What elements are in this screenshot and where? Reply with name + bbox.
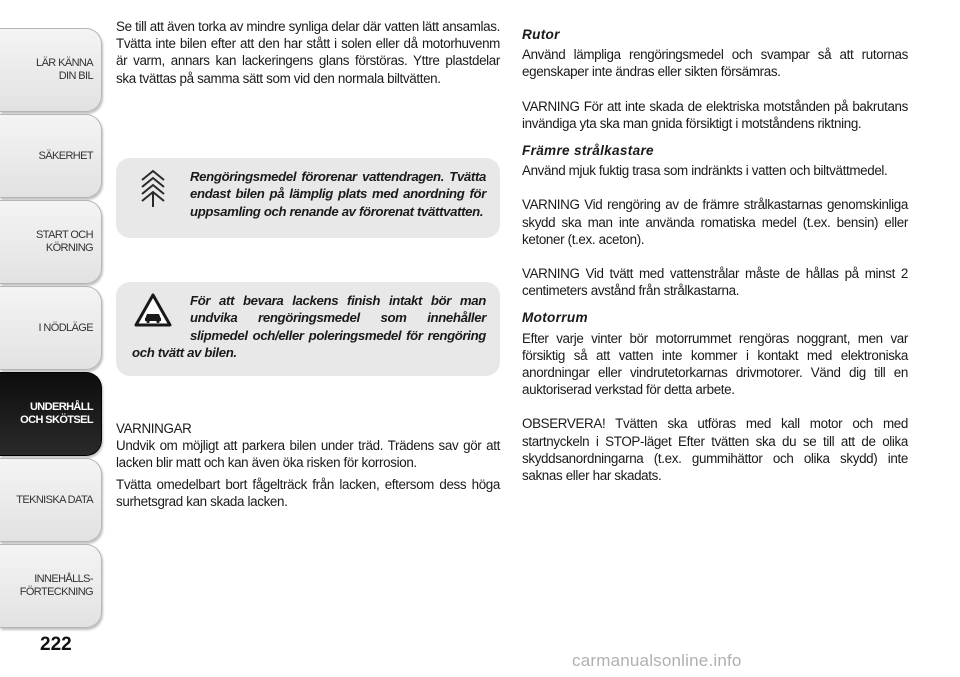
warnings-section [116,420,500,510]
warning-note-text: För att bevara lackens finish intakt bör man undvika rengöringsmedel som innehåller slipmedel och/eller poleringsmedel för rengöring och tvätt av bilen. [132,293,486,361]
tab-sakerhet[interactable]: SÄKERHET [0,114,102,198]
warnings-heading: VARNINGAR [116,421,192,436]
tab-tekniska-data[interactable]: TEKNISKA DATA [0,458,102,542]
motorrum-paragraph-2: OBSERVERA! Tvätten ska utföras med kall motor och med startnyckeln i STOP-läget Efter tvätten ska du se till att de olika skyddsanordningarna (t.ex. gummihättor och olika skydd) inte saknas eller har skadats. [522,416,908,484]
warnings-paragraph-2: Tvätta omedelbart bort fågelträck från lacken, eftersom dess höga surhetsgrad kan skada lacken. [116,476,500,509]
rutor-heading: Rutor [522,27,560,42]
motorrum-paragraph-1: Efter varje vinter bör motorrummet rengöras noggrant, men var försiktig så att vatten inte kommer i kontakt med elektroniska anordningar eller vindrutetorkarnas drivmotorer. Vänd dig till en auktoriserad verkstad för detta arbete. [522,330,908,398]
tab-innehallsforteckning[interactable]: INNEHÅLLS- FÖRTECKNING [0,544,102,628]
watermark: carmanualsonline.info [572,651,742,670]
stralkastare-paragraph-2: VARNING Vid rengöring av de främre strålkastarnas genomskinliga skydd ska man inte använda romatiska medel (t.ex. bensin) eller ketoner (t.ex. aceton). [522,197,908,247]
tree-icon [132,168,174,208]
environment-note-text: Rengöringsmedel förorenar vattendragen. Tvätta endast bilen på lämplig plats med anordning för uppsamling och renande av förorenat tvättvatten. [190,169,486,219]
warning-triangle-car-icon [132,292,174,332]
rutor-paragraph-1: Använd lämpliga rengöringsmedel och svampar så att rutornas egenskaper inte ändras eller sikten försämras. [522,47,908,80]
tab-i-nodlage[interactable]: I NÖDLÄGE [0,286,102,370]
rutor-paragraph-2: VARNING För att inte skada de elektriska motstånden på bakrutans invändiga yta ska man gnida försiktigt i motståndens riktning. [522,98,908,131]
warning-note [116,282,500,376]
stralkastare-paragraph-3: VARNING Vid tvätt med vattenstrålar måste de hållas på minst 2 centimeters avstånd från strålkastarna. [522,266,908,299]
stralkastare-paragraph-1: Använd mjuk fuktig trasa som indränkts i vatten och biltvättmedel. [522,163,888,179]
left-column-intro [116,18,500,87]
stralkastare-heading: Främre strålkastare [522,143,654,159]
tab-start-och-korning[interactable]: START OCH KÖRNING [0,200,102,284]
motorrum-heading: Motorrum [522,310,588,326]
warnings-paragraph-1: Undvik om möjligt att parkera bilen under träd. Trädens sav gör att lacken blir matt och kan även öka risken för korrosion. [116,438,500,471]
right-column [522,26,908,484]
intro-paragraph: Se till att även torka av mindre synliga delar där vatten lätt ansamlas. Tvätta inte bilen efter att den har stått i solen eller då motorhuvenm är varm, annars kan lackeringens glans förstöras. Yttre plastdelar ska tvättas på samma sätt som vid den normala biltvätten. [116,19,500,86]
page-number: 222 [40,634,72,655]
tab-underhall-och-skotsel[interactable]: UNDERHÅLL OCH SKÖTSEL [0,372,102,456]
tab-lar-kanna-din-bil[interactable]: LÄR KÄNNA DIN BIL [0,28,102,112]
environment-note [116,158,500,238]
